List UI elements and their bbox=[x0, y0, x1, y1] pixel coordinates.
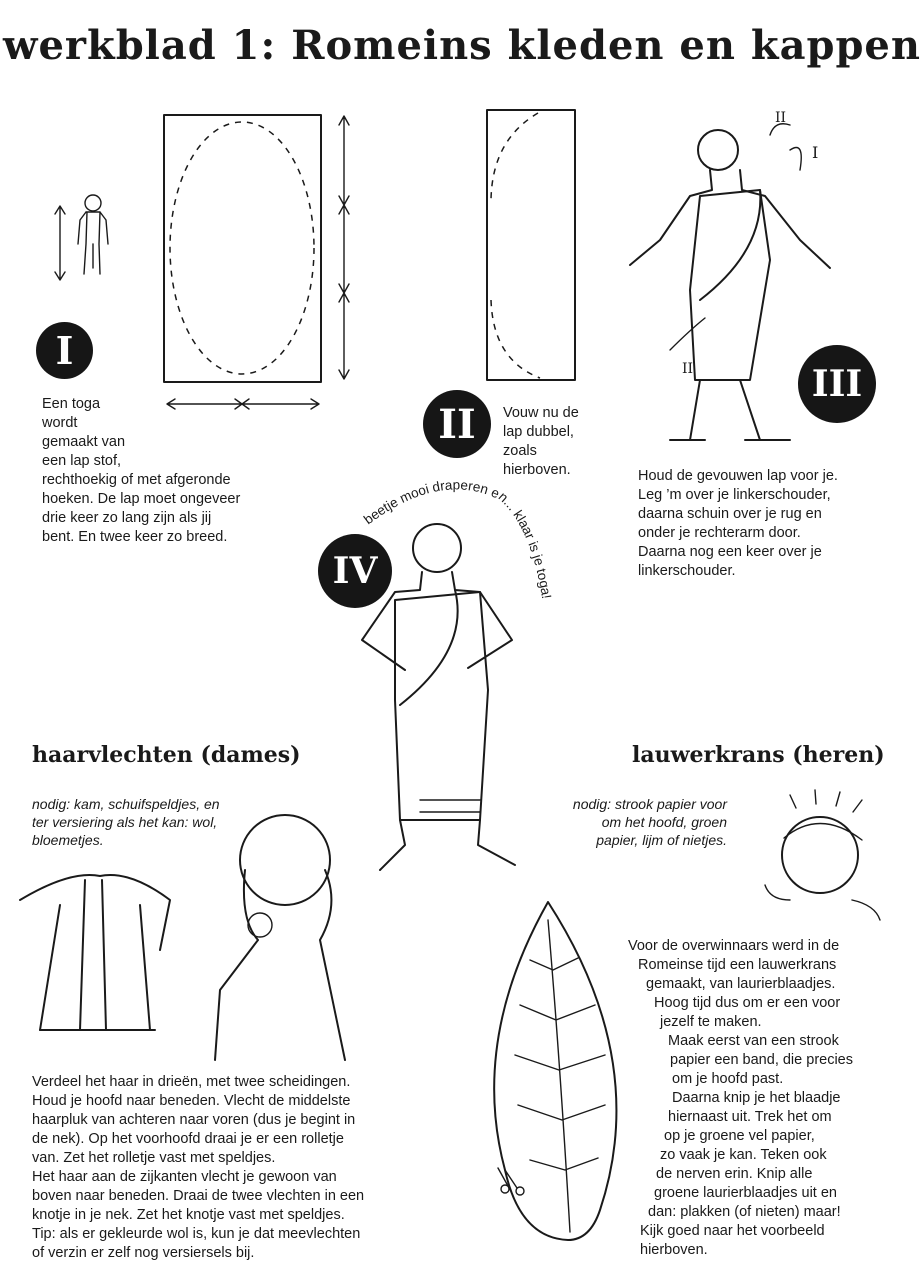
hair-heading: haarvlechten (dames) bbox=[32, 742, 301, 768]
step2-text: Vouw nu de lap dubbel, zoals hierboven. bbox=[503, 405, 579, 478]
arrow-label-2-lower: II bbox=[682, 361, 694, 377]
arrow-label-2: II bbox=[775, 110, 787, 126]
step-badge-1: I bbox=[36, 322, 93, 379]
step-badge-2: II bbox=[423, 390, 491, 458]
wreath-heading: lauwerkrans (heren) bbox=[632, 742, 885, 768]
step-badge-3: III bbox=[798, 345, 876, 423]
wreath-instructions: Voor de overwinnaars werd in de Romeinse tijd een lauwerkrans gemaakt, van laurierblaadjes. Hoog tijd dus om er een voor jezelf te maken. Maak eerst van een strook papier een band, die precies om je hoofd past. Daarna knip je het blaadje hiernaast uit. Trek het om op je groene vel papier, zo vaak je kan. Teken ook de nerven erin. Knip alle groene laurierblaadjes uit en dan: plakken (of nieten) maar! Kijk goed naar het voorbeeld hierboven. bbox=[628, 938, 853, 1258]
step3-text: Houd de gevouwen lap voor je. Leg ’m over je linkerschouder, daarna schuin over je rug en onder je rechterarm door. Daarna nog een keer over je linkerschouder. bbox=[638, 468, 838, 579]
step-badge-4: IV bbox=[318, 534, 392, 608]
arrow-label-1: I bbox=[812, 143, 819, 162]
svg-text:beetje mooi draperen en... kla: beetje mooi draperen en... klaar is je toga! bbox=[360, 477, 555, 600]
hair-instructions: Verdeel het haar in drieën, met twee scheidingen. Houd je hoofd naar beneden. Vlecht de middelste haarpluk van achteren naar voren (dus je begint in de nek). Op het voorhoofd draai je er een rolletje van. Zet het rolletje vast met speldjes. Het haar aan de zijkanten vlecht je gewoon van boven naar beneden. Draai de twee vlechten in een knotje in je nek. Zet het knotje vast met speldjes. Tip: als er gekleurde wol is, kun je dat meevlechten of verzin er zelf nog versiersels bij. bbox=[32, 1074, 365, 1261]
page-title: werkblad 1: Romeins kleden en kappen bbox=[3, 22, 921, 69]
wreath-needed: nodig: strook papier voor om het hoofd, groen papier, lijm of nietjes. bbox=[572, 796, 727, 848]
hair-needed: nodig: kam, schuifspeldjes, en ter versiering als het kan: wol, bloemetjes. bbox=[32, 796, 220, 848]
step1-text: Een toga wordt gemaakt van een lap stof, rechthoekig of met afgeronde hoeken. De lap moet ongeveer drie keer zo lang zijn als jij bent. En twee keer zo breed. bbox=[42, 396, 241, 545]
